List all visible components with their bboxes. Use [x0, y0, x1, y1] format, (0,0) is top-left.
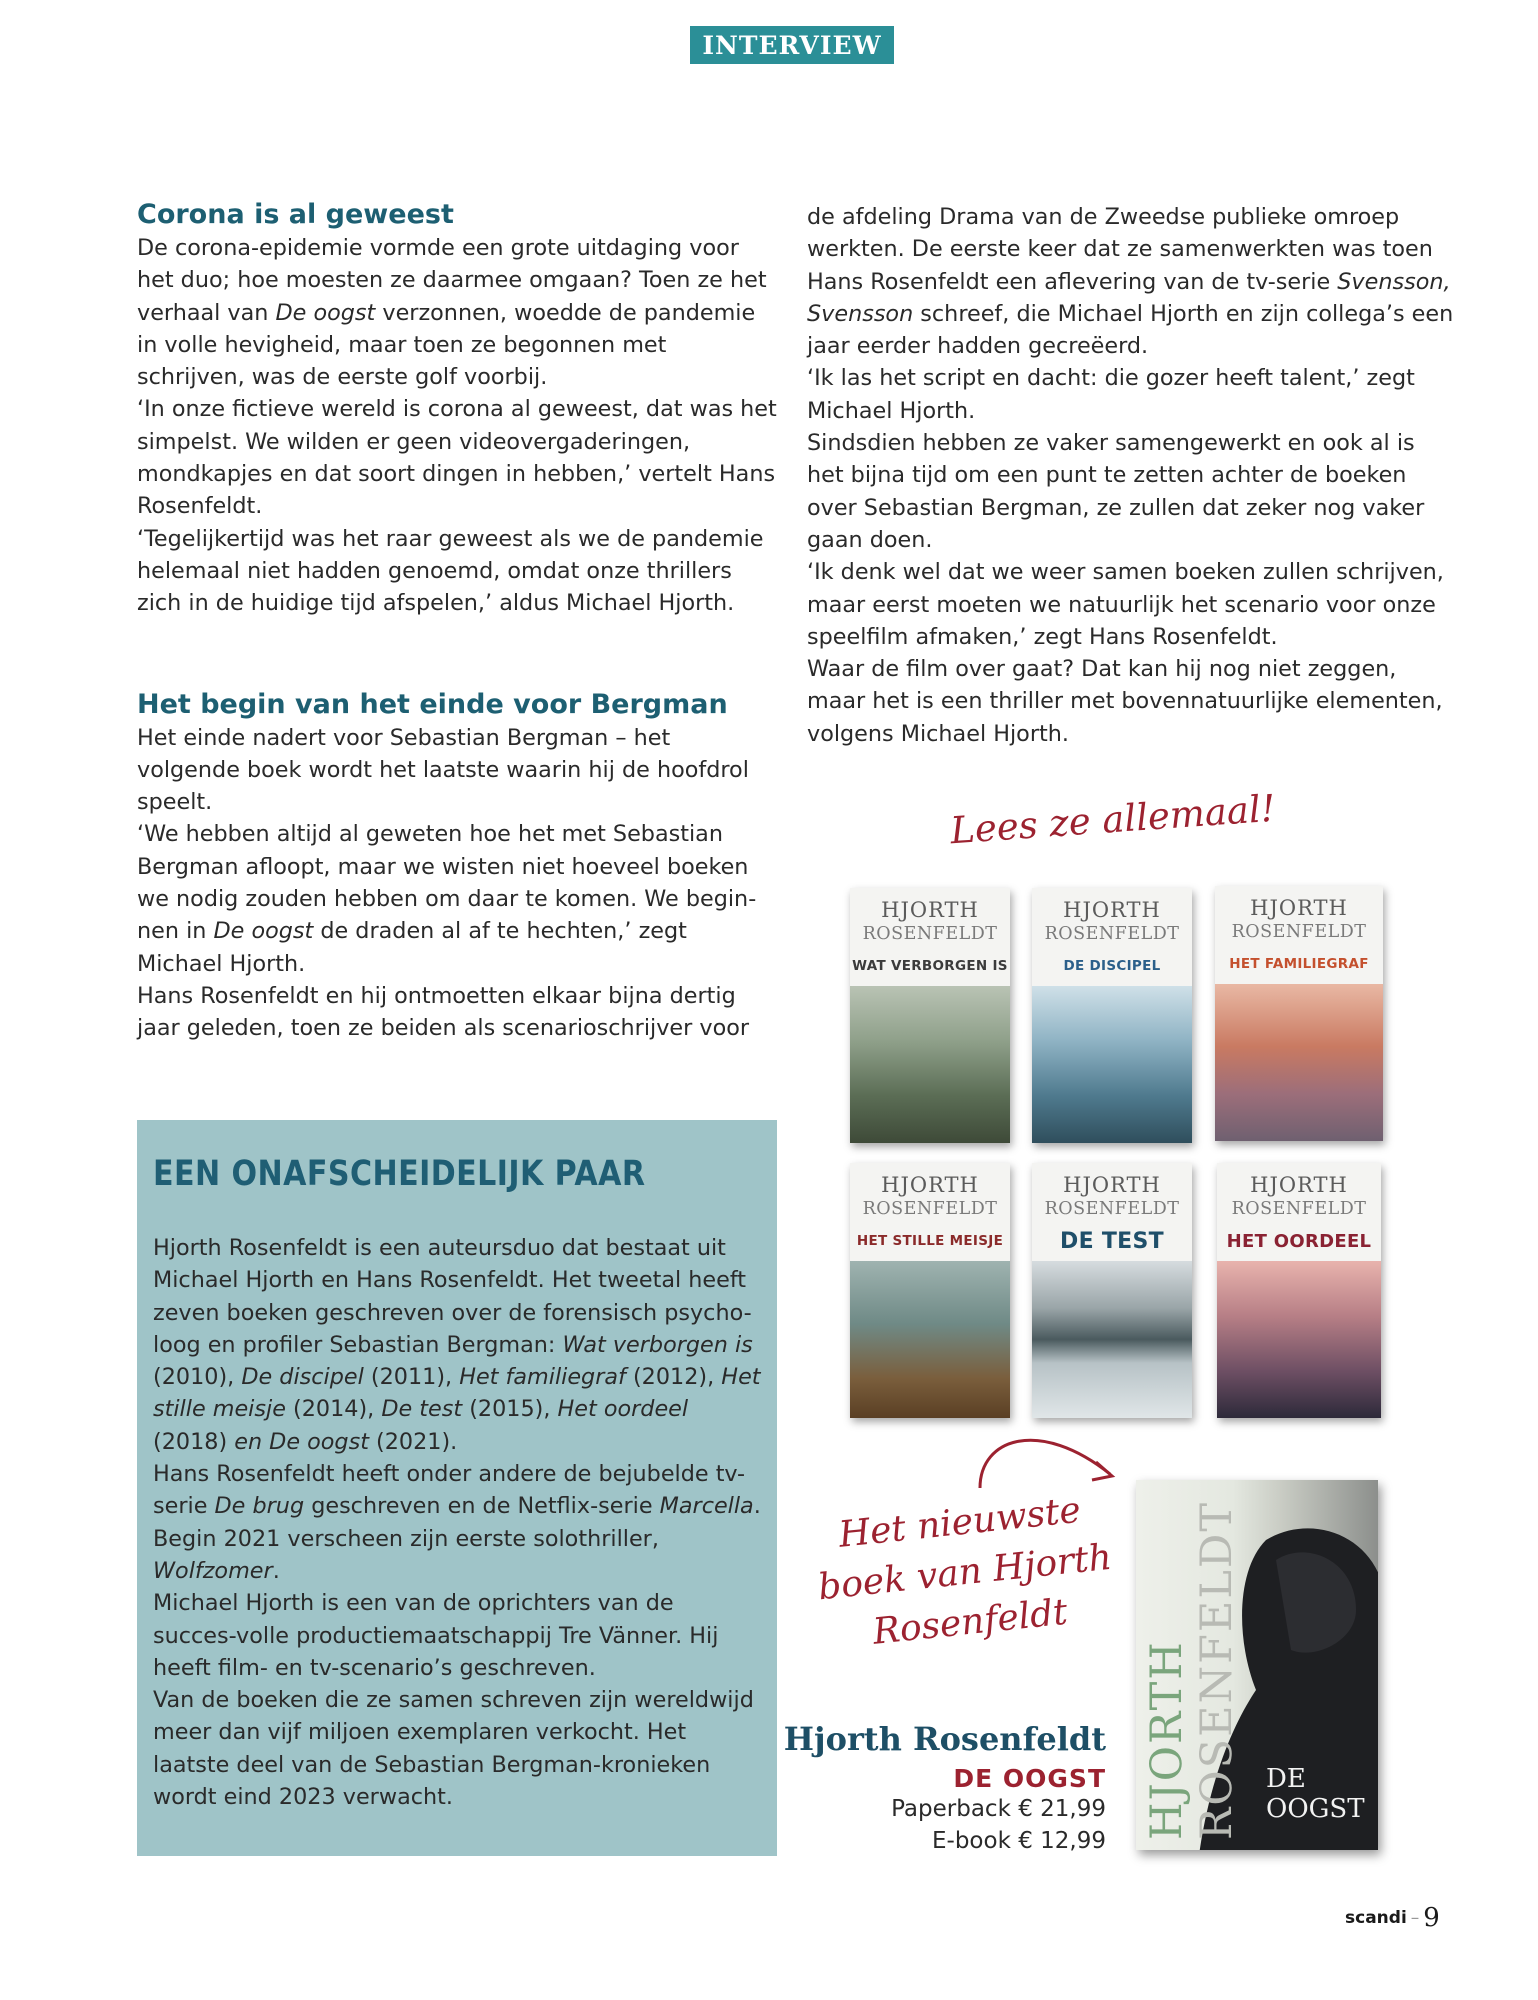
page-number: 9: [1423, 1903, 1440, 1933]
book-title: HET FAMILIEGRAF: [1229, 956, 1369, 972]
heading-begin-einde: Het begin van het einde voor Bergman: [137, 688, 728, 720]
cover-author-vertical: HJORTH ROSENFELDT: [1142, 1500, 1242, 1840]
paragraph: Hans Rosenfeldt heeft onder andere de bejubelde tv-serie De brug geschreven en de Netflix-serie Marcella. Begin 2021 verscheen zijn eerste solothriller, Wolfzomer.: [153, 1461, 761, 1584]
magazine-brand: scandi: [1345, 1908, 1407, 1928]
paragraph: Michael Hjorth is een van de oprichters van de succes-volle productiemaatschappij Tre Vänner. Hij heeft film- en tv-scenario’s geschreven.: [153, 1590, 719, 1681]
article-column-left: [137, 198, 777, 1045]
page-footer: scandi – 9: [1345, 1903, 1440, 1933]
paragraph: ‘Tegelijkertijd was het raar geweest als we de pandemie helemaal niet hadden genoemd, omdat onze thrillers zich in de huidige tijd afspelen,’ aldus Michael Hjorth.: [137, 525, 764, 617]
ebook-price: E-book € 12,99: [932, 1828, 1106, 1854]
nieuwste-boek-note: Het nieuwste boek van Hjorth Rosenfeldt: [816, 1489, 1114, 1653]
section-tag: INTERVIEW: [690, 26, 894, 64]
book-cover-de-oogst: [1136, 1480, 1378, 1850]
paperback-price: Paperback € 21,99: [891, 1796, 1106, 1822]
heading-corona: Corona is al geweest: [137, 199, 454, 230]
paragraph: de afdeling Drama van de Zweedse publieke omroep werkten. De eerste keer dat ze samenwerkten was toen Hans Rosenfeldt een aflevering van de tv-serie Svensson, Svensson schreef, die Michael Hjorth en zijn collega’s een jaar eerder hadden gecreëerd.: [807, 204, 1454, 360]
paragraph: Hans Rosenfeldt en hij ontmoetten elkaar bijna dertig jaar geleden, toen ze beiden als scenarioschrijver voor: [137, 982, 750, 1042]
book-cover-het-familiegraf: HJORTH ROSENFELDT HET FAMILIEGRAF: [1215, 886, 1383, 1141]
featured-author: Hjorth Rosenfeldt: [783, 1720, 1106, 1758]
paragraph: Van de boeken die ze samen schreven zijn wereldwijd meer dan vijf miljoen exemplaren verkocht. Het laatste deel van de Sebastian Bergman-kronieken wordt eind 2023 verwacht.: [153, 1687, 754, 1811]
info-box: [137, 1120, 777, 1856]
book-title: WAT VERBORGEN IS: [852, 958, 1008, 974]
paragraph: Waar de film over gaat? Dat kan hij nog niet zeggen, maar het is een thriller met bovennatuurlijke elementen, volgens Michael Hjorth.: [807, 656, 1443, 747]
info-box-title: EEN ONAFSCHEIDELIJK PAAR: [153, 1154, 646, 1194]
book-title: DE DISCIPEL: [1063, 958, 1161, 974]
book-title: DE TEST: [1060, 1229, 1164, 1254]
book-cover-de-discipel: HJORTH ROSENFELDT DE DISCIPEL: [1032, 888, 1192, 1143]
paragraph: Hjorth Rosenfeldt is een auteursduo dat bestaat uit Michael Hjorth en Hans Rosenfeldt. Het tweetal heeft zeven boeken geschreven over de forensisch psycho-loog en profiler Sebastian Bergman: Wat verborgen is (2010), De discipel (2011), Het familiegraf (2012), Het stille meisje (2014), De test (2015), Het oordeel (2018) en De oogst (2021).: [153, 1235, 761, 1455]
book-cover-de-test: HJORTH ROSENFELDT DE TEST: [1032, 1163, 1192, 1418]
article-column-right: [807, 201, 1457, 750]
paragraph: De corona-epidemie vormde een grote uitdaging voor het duo; hoe moesten ze daarmee omgaan? Toen ze het verhaal van De oogst verzonnen, woedde de pandemie in volle hevigheid, maar toen ze begonnen met schrijven, was de eerste golf voorbij.: [137, 235, 767, 391]
paragraph: ‘We hebben altijd al geweten hoe het met Sebastian Bergman afloopt, maar we wisten niet hoeveel boeken we nodig zouden hebben om daar te komen. We begin-nen in De oogst de draden al af te hechten,’ zegt Michael Hjorth.: [137, 821, 757, 977]
featured-title: DE OOGST: [953, 1764, 1106, 1793]
paragraph: ‘Ik las het script en dacht: die gozer heeft talent,’ zegt Michael Hjorth.: [807, 365, 1415, 424]
info-box-body: [153, 1232, 763, 1813]
book-title: HET OORDEEL: [1226, 1231, 1372, 1252]
paragraph: ‘In onze fictieve wereld is corona al geweest, dat was het simpelst. We wilden er geen videovergaderingen, mondkapjes en dat soort dingen in hebben,’ vertelt Hans Rosenfeldt.: [137, 396, 777, 520]
book-title: HET STILLE MEISJE: [856, 1233, 1004, 1249]
lees-ze-allemaal-note: Lees ze allemaal!: [948, 786, 1277, 853]
paragraph: Het einde nadert voor Sebastian Bergman – het volgende boek wordt het laatste waarin hij de hoofdrol speelt.: [137, 724, 749, 816]
book-cover-wat-verborgen-is: HJORTH ROSENFELDT WAT VERBORGEN IS: [850, 888, 1010, 1143]
paragraph: Sindsdien hebben ze vaker samengewerkt en ook al is het bijna tijd om een punt te zetten achter de boeken over Sebastian Bergman, ze zullen dat zeker nog vaker gaan doen.: [807, 430, 1425, 553]
cover-title: DE OOGST: [1266, 1764, 1365, 1824]
book-cover-het-stille-meisje: HJORTH ROSENFELDT HET STILLE MEISJE: [850, 1163, 1010, 1418]
paragraph: ‘Ik denk wel dat we weer samen boeken zullen schrijven, maar eerst moeten we natuurlijk het scenario voor onze speelfilm afmaken,’ zegt Hans Rosenfeldt.: [807, 559, 1444, 650]
book-cover-het-oordeel: HJORTH ROSENFELDT HET OORDEEL: [1217, 1163, 1381, 1418]
